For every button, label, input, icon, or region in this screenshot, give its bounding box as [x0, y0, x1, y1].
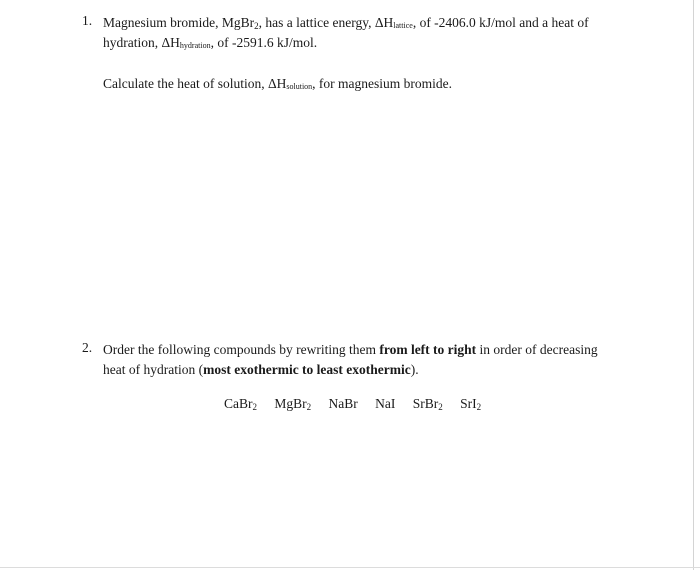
page-bottom-border: [0, 567, 700, 568]
compound-base: CaBr: [224, 396, 253, 411]
question-2-number: 2.: [82, 340, 93, 355]
q2-text-a: Order the following compounds by rewriting them: [103, 342, 380, 357]
q1-text-a: Magnesium bromide, MgBr: [103, 15, 255, 30]
compound-subscript: 2: [438, 402, 443, 412]
q1-sub-lattice: lattice: [393, 21, 413, 30]
compound-base: NaBr: [328, 396, 358, 411]
q1-text-c: , of -2406.0 kJ/mol and a heat of: [412, 15, 589, 30]
q2-text-d: ).: [410, 362, 419, 377]
compound-subscript: 2: [476, 402, 482, 412]
q1-sub-hydration: hydration: [179, 41, 211, 50]
q1-text-d: hydration, ΔH: [103, 35, 180, 50]
q2-text-b: in order of decreasing: [476, 342, 598, 357]
compound-base: SrI: [460, 396, 477, 411]
question-2-line-2: [103, 360, 642, 380]
q2-bold-exothermic: most exothermic to least exothermic: [203, 362, 411, 377]
question-1-prompt: [103, 76, 452, 92]
question-2-text: [103, 340, 642, 380]
question-1-line-1: [103, 13, 642, 33]
q2-bold-left-to-right: from left to right: [379, 342, 477, 357]
q1-sub-solution: solution: [286, 82, 313, 91]
q1-prompt-text-a: Calculate the heat of solution, ΔH: [103, 76, 287, 91]
compound-mgbr2: [274, 396, 311, 412]
compound-base: MgBr: [274, 396, 307, 411]
compound-subscript: 2: [252, 402, 257, 412]
question-1-number: 1.: [82, 13, 93, 28]
question-2: [82, 340, 642, 380]
compound-subscript: 2: [306, 402, 312, 412]
compound-nabr: [329, 396, 358, 412]
q2-text-c: heat of hydration (: [103, 362, 204, 377]
compound-cabr2: [224, 396, 257, 412]
q1-prompt-text-b: , for magnesium bromide.: [312, 76, 453, 91]
page-right-border: [693, 0, 694, 570]
question-2-line-1: [103, 340, 642, 360]
compound-base: NaI: [375, 396, 396, 411]
compound-base: SrBr: [412, 396, 439, 411]
q1-text-b: , has a lattice energy, ΔH: [258, 15, 394, 30]
question-1-line-2: [103, 33, 642, 53]
question-1: [82, 13, 642, 53]
compound-nai: [375, 396, 395, 412]
compound-sri2: [460, 396, 481, 412]
compound-srbr2: [413, 396, 443, 412]
question-1-text: [103, 13, 642, 53]
q1-sub-a: 2: [254, 21, 259, 31]
q1-text-e: , of -2591.6 kJ/mol.: [210, 35, 318, 50]
compound-list: [224, 396, 495, 412]
